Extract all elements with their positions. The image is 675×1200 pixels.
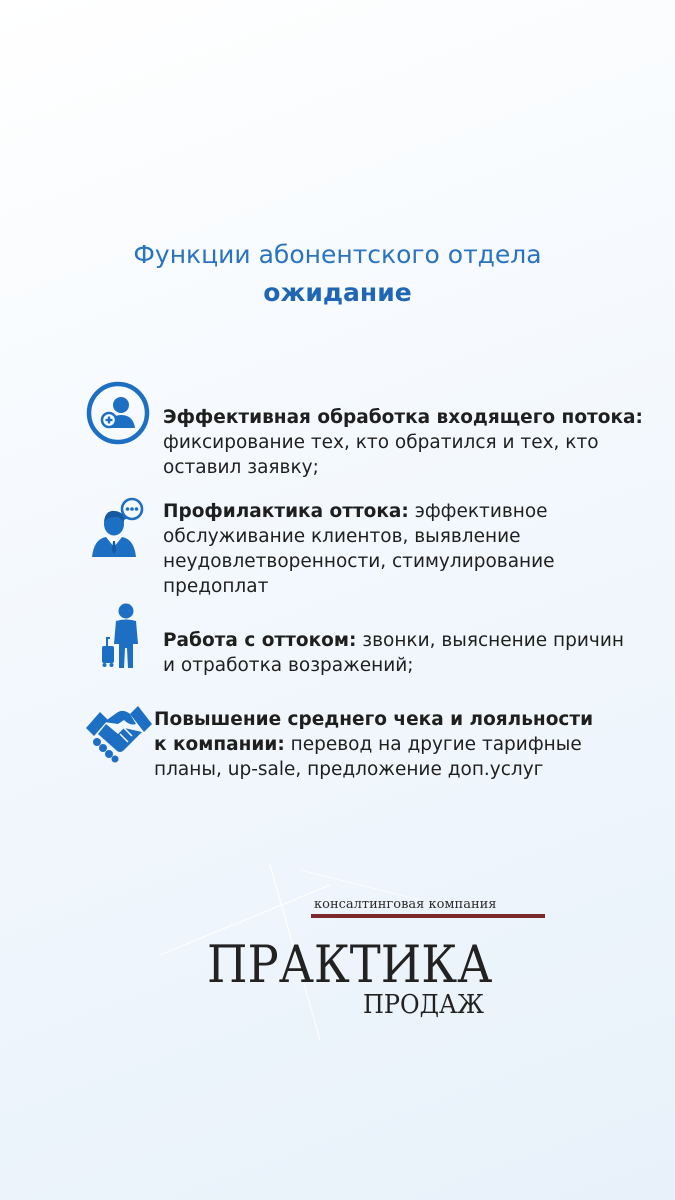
item-2-line-3: неудовлетворенности, стимулирование	[163, 551, 555, 572]
item-3-line-2: и отработка возражений;	[163, 655, 414, 676]
handshake-icon	[84, 698, 154, 764]
item-4-heading-line-1: Повышение среднего чека и лояльности	[154, 709, 594, 730]
traveler-luggage-icon	[98, 602, 148, 672]
item-4-line-3: планы, up-sale, предложение доп.услуг	[154, 759, 544, 780]
item-3-text	[163, 628, 624, 678]
item-1-line-3: оставил заявку;	[163, 457, 319, 478]
page-title	[0, 236, 675, 312]
consultant-chat-icon	[88, 497, 154, 563]
item-4-heading-line-2: к компании:	[154, 734, 285, 755]
logo-main-word: ПРАКТИКА	[207, 936, 493, 995]
logo-second-word: ПРОДАЖ	[363, 990, 485, 1020]
item-1-text	[163, 405, 643, 480]
item-4-text	[154, 707, 593, 782]
item-1-heading: Эффективная обработка входящего потока:	[163, 407, 643, 428]
logo-subtitle: консалтинговая компания	[314, 897, 497, 912]
item-2-line-2: обслуживание клиентов, выявление	[163, 526, 521, 547]
title-line-1: Функции абонентского отдела	[133, 240, 542, 269]
item-1-line-2: фиксирование тех, кто обратился и тех, кто	[163, 432, 599, 453]
item-2-text	[163, 499, 555, 599]
title-line-2: ожидание	[263, 278, 412, 307]
item-2-line-1-rest: эффективное	[408, 501, 548, 522]
add-user-icon	[85, 380, 151, 446]
logo-divider	[311, 914, 545, 918]
item-2-heading: Профилактика оттока:	[163, 501, 409, 522]
item-3-line-1-rest: звонки, выяснение причин	[356, 630, 624, 651]
item-4-line-2-rest: перевод на другие тарифные	[284, 734, 582, 755]
item-3-heading: Работа с оттоком:	[163, 630, 357, 651]
item-2-line-4: предоплат	[163, 576, 269, 597]
